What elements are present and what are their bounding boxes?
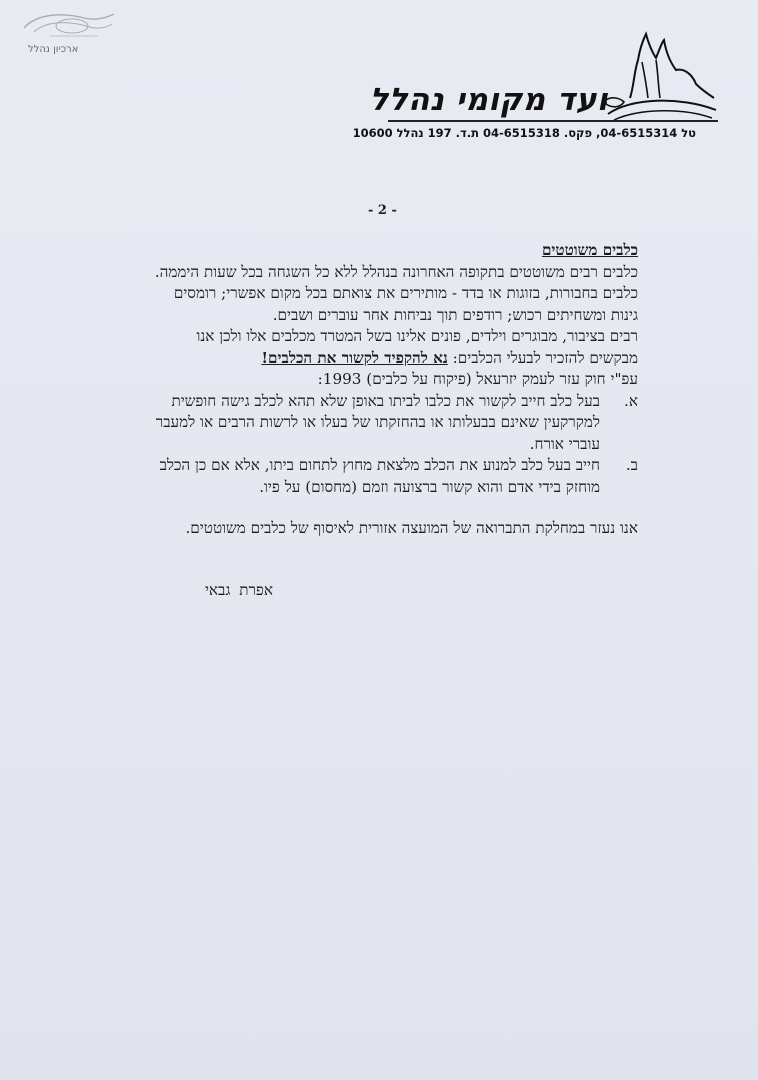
request-emphasis: נא להקפיד לקשור את הכלבים! [261,348,448,367]
list-item-line: בעל כלב חייב לקשור את כלבו לביתו באופן שלא תהא לכלב גישה חופשית [171,391,600,410]
list-item-line: עוברי אורח. [529,434,600,453]
letter-heading: כלבים משוטטים [541,241,638,259]
list-item-line: מוחזק בידי אדם והוא קשור ברצועה וזמם (מחסום) על פיו. [259,477,600,496]
paragraph-line: כלבים בחבורות, בזוגות או בדד - מותירים את צואתם בכל מקום אפשרי; רומסים [173,284,638,302]
paragraph-line: כלבים רבים משוטטים בתקופה האחרונה בנהלל ללא כל השגחה בכל שעות היממה. [154,262,638,281]
council-logo-icon [600,28,720,124]
signature-name: אפרת גבאי [204,581,273,599]
list-item-line: למקרקעין שאינם בבעלותו או בהחזקתו של בעלו או לרשות הרבים או למעבר [155,413,600,431]
archive-stamp-text: ארכיון נהלל [28,44,79,55]
letterhead-divider [388,120,718,122]
paragraph-line: גינות ומשחיתים רכוש; רודפים תוך נביחות אחר עוברים ושבים. [272,305,638,324]
list-item [48,391,638,456]
letter-body [48,240,638,498]
request-line [48,348,638,370]
list-item-marker: ב. [625,456,638,474]
list-item-line: חייב בעל כלב למנוע את הכלב מלצאת מחוץ לתחום ביתו, אלא אם כן הכלב [159,456,600,474]
closing-line: אנו נעזר במחלקת התברואה של המועצה אזורית לאיסוף של כלבים משוטטים. [185,519,638,537]
request-prefix: מבקשים להזכיר לבעלי הכלבים: [452,348,638,367]
letterhead-title: ועד מקומי נהלל [369,82,608,118]
page-number: - 2 - [368,203,397,218]
list-item-marker: א. [624,391,638,410]
law-reference: עפ"י חוק עזר לעמק יזרעאל (פיקוח על כלבים) 1993: [317,370,638,388]
letterhead-contact: טל 04-6515314, פקס. 04-6515318 ת.ד. 197 נהלל 10600 [352,126,696,140]
list-item [48,455,638,498]
paragraph-line: רבים בציבור, מבוגרים וילדים, פונים אלינו בשל המטרד מכלבים אלו ולכן אנו [196,327,638,345]
